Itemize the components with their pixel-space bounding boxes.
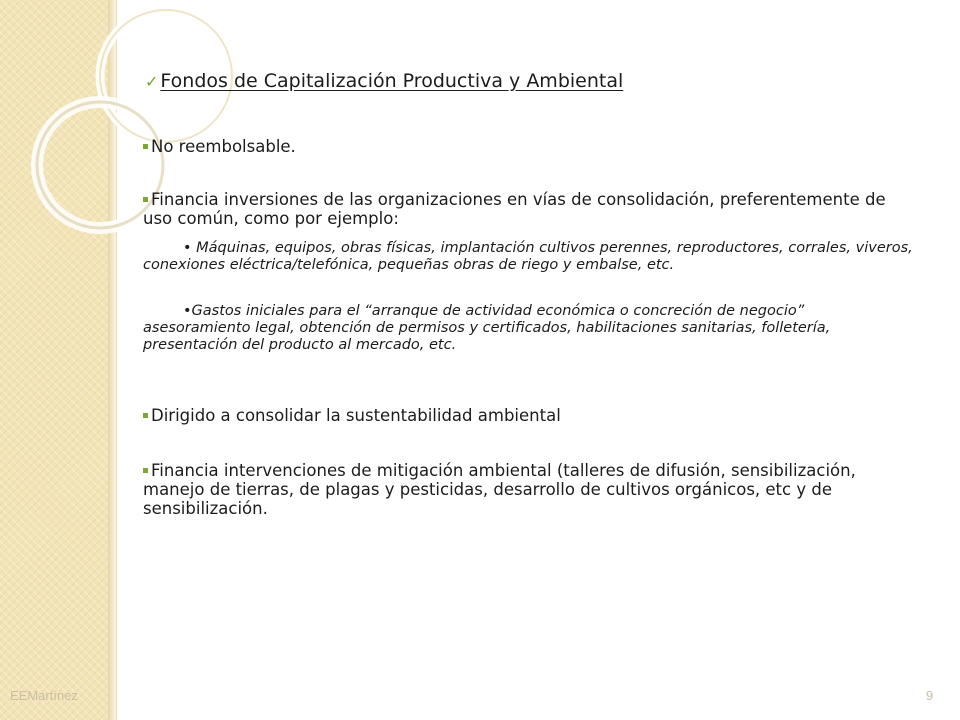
- square-bullet-icon: [143, 144, 148, 149]
- square-bullet-icon: [143, 468, 148, 473]
- bullet-dirigido: [143, 406, 913, 425]
- bullet-financia-inversiones: [143, 190, 913, 228]
- square-bullet-icon: [143, 197, 148, 202]
- title-text: Fondos de Capitalización Productiva y Ambiental: [160, 70, 624, 92]
- sub-bullet-maquinas: [143, 240, 913, 274]
- sub-bullet-text: •Gastos iniciales para el “arranque de actividad económica o concreción de negocio” asesoramiento legal, obtención de permisos y certificados, habilitaciones sanitarias, folletería, presentación del producto al mercado, etc.: [143, 303, 831, 353]
- bullet-no-reembolsable: [143, 137, 913, 156]
- sub-bullet-text: • Máquinas, equipos, obras físicas, implantación cultivos perennes, reproductores, corrales, viveros, conexiones eléctrica/telefónica, pequeñas obras de riego y embalse, etc.: [143, 240, 913, 273]
- bullet-text: Financia inversiones de las organizaciones en vías de consolidación, preferentemente de uso común, como por ejemplo:: [143, 190, 886, 228]
- footer-author: EEMartínez: [10, 688, 78, 703]
- bullet-text: Dirigido a consolidar la sustentabilidad ambiental: [151, 406, 561, 425]
- sub-bullet-gastos: [143, 303, 913, 354]
- square-bullet-icon: [143, 413, 148, 418]
- slide-title: [145, 70, 623, 92]
- bullet-text: Financia intervenciones de mitigación ambiental (talleres de difusión, sensibilización, manejo de tierras, de plagas y pesticidas, desarrollo de cultivos orgánicos, etc y de sensibilización.: [143, 461, 856, 518]
- check-icon: ✓: [145, 72, 159, 91]
- page-number: 9: [926, 688, 934, 703]
- bullet-financia-intervenciones: [143, 461, 913, 518]
- bullet-text: No reembolsable.: [151, 137, 296, 156]
